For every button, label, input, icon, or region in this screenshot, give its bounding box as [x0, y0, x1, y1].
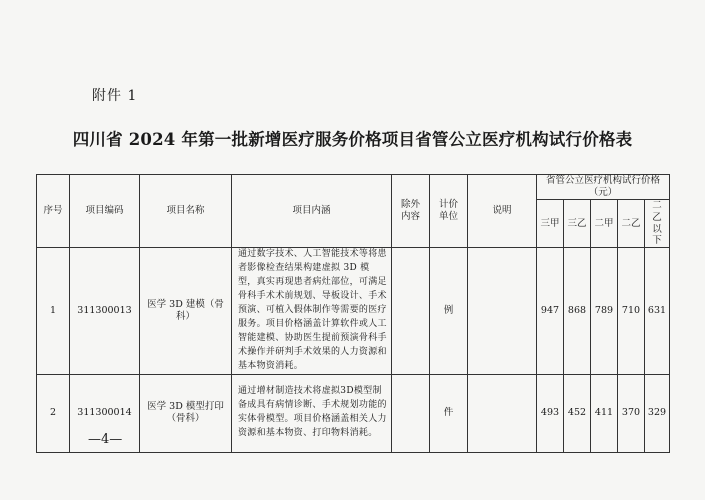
row-note: [468, 248, 537, 374]
row-content: 通过增材制造技术将虚拟3D模型制备成具有病情诊断、手术规划功能的实体骨模型。项目价格涵盖相关人力资源和基本物资、打印物料消耗。: [232, 374, 392, 452]
row-excluded: [392, 374, 430, 452]
row-note: [468, 374, 537, 452]
header-level-sanjia: 三甲: [537, 199, 564, 248]
price-table: [36, 174, 670, 453]
row-excluded: [392, 248, 430, 374]
header-level-below: 二乙以下: [645, 199, 670, 248]
row-price-sanyi: 868: [564, 248, 591, 374]
row-name: 医学 3D 建模（骨科）: [140, 248, 232, 374]
header-level-eryi: 二乙: [618, 199, 645, 248]
table-row: [37, 248, 670, 374]
header-excluded: 除外内容: [392, 175, 430, 248]
header-seq: 序号: [37, 175, 70, 248]
row-code: 311300014: [70, 374, 140, 452]
row-price-below: 631: [645, 248, 670, 374]
row-price-erjia: 411: [591, 374, 618, 452]
row-price-eryi: 370: [618, 374, 645, 452]
row-seq: 2: [37, 374, 70, 452]
document-title: 四川省 2024 年第一批新增医疗服务价格项目省管公立医疗机构试行价格表: [72, 130, 633, 149]
row-content: 通过数字技术、人工智能技术等将患者影像检查结果构建虚拟 3D 模型，真实再现患者病灶部位，可满足骨科手术术前规划、导板设计、手术预演、可植入假体制作等需要的医疗服务。项目价格涵盖计算软件或人工智能建模、协助医生提前预演骨科手术操作并研判手术效果的人力资源和基本物资消耗。: [232, 248, 392, 374]
row-price-sanyi: 452: [564, 374, 591, 452]
header-unit: 计价单位: [430, 175, 468, 248]
row-name: 医学 3D 模型打印（骨科）: [140, 374, 232, 452]
row-unit: 例: [430, 248, 468, 374]
attachment-label: 附件 1: [92, 88, 138, 104]
table-row: [37, 374, 670, 452]
page-number: —4—: [88, 432, 123, 447]
header-code: 项目编码: [70, 175, 140, 248]
row-price-below: 329: [645, 374, 670, 452]
row-unit: 件: [430, 374, 468, 452]
header-content: 项目内涵: [232, 175, 392, 248]
row-code: 311300013: [70, 248, 140, 374]
row-price-erjia: 789: [591, 248, 618, 374]
header-name: 项目名称: [140, 175, 232, 248]
row-seq: 1: [37, 248, 70, 374]
row-price-sanjia: 947: [537, 248, 564, 374]
header-level-sanyi: 三乙: [564, 199, 591, 248]
header-price-group: 省管公立医疗机构试行价格（元）: [537, 175, 670, 200]
header-level-erjia: 二甲: [591, 199, 618, 248]
row-price-sanjia: 493: [537, 374, 564, 452]
row-price-eryi: 710: [618, 248, 645, 374]
header-note: 说明: [468, 175, 537, 248]
